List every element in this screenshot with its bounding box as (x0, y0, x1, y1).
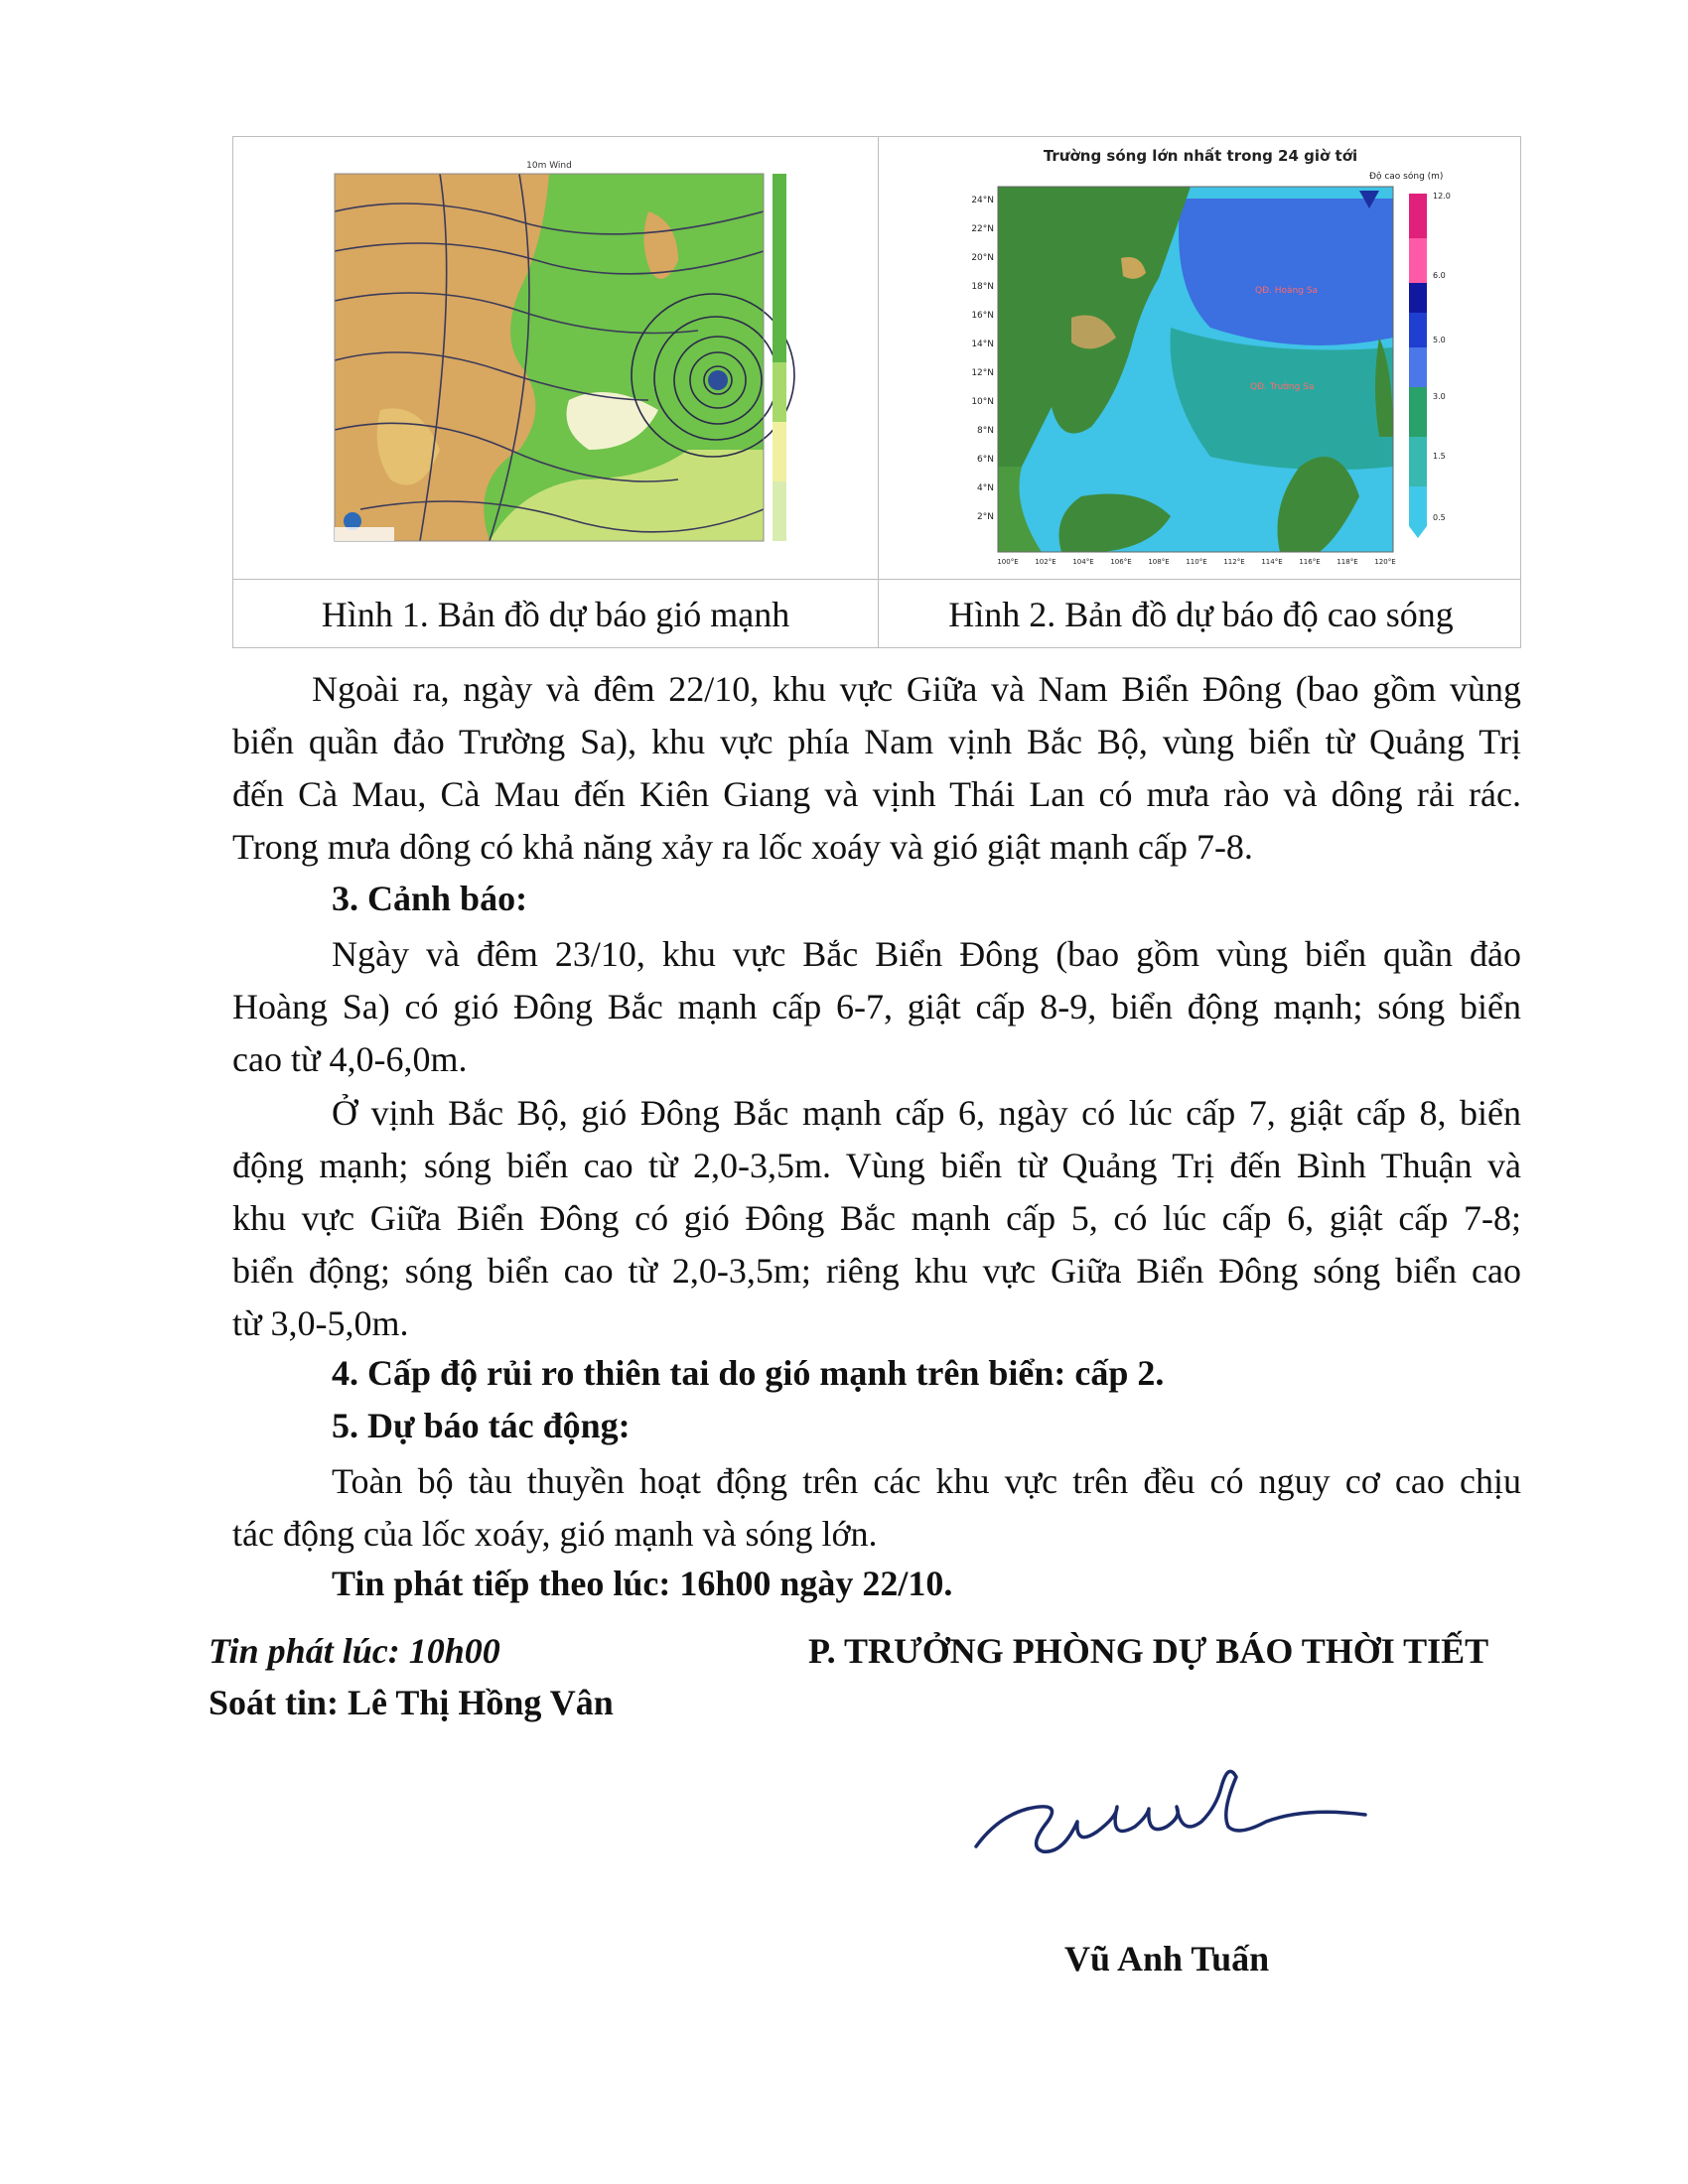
text-line: Ngoài ra, ngày và đêm 22/10, khu vực Giữa và Nam Biển Đông (bao gồm vùng (312, 669, 1521, 709)
svg-text:QĐ. Hoàng Sa: QĐ. Hoàng Sa (1255, 286, 1319, 296)
svg-text:QĐ. Trường Sa: QĐ. Trường Sa (1250, 382, 1315, 392)
paragraph-additional-info (232, 663, 1521, 874)
section3-paragraph1 (232, 928, 1521, 1086)
svg-text:114°E: 114°E (1261, 558, 1283, 566)
figure2-caption: Hình 2. Bản đồ dự báo độ cao sóng (948, 595, 1454, 634)
svg-text:112°E: 112°E (1223, 558, 1245, 566)
svg-text:Trường sóng lớn nhất trong 24: Trường sóng lớn nhất trong 24 giờ tới (1043, 147, 1358, 165)
svg-text:8°N: 8°N (977, 426, 994, 436)
svg-text:102°E: 102°E (1035, 558, 1056, 566)
text-line: Hoàng Sa) có gió Đông Bắc mạnh cấp 6-7, giật cấp 8-9, biển động mạnh; sóng biển (232, 987, 1521, 1026)
svg-text:18°N: 18°N (971, 282, 994, 292)
reviewer-name: Soát tin: Lê Thị Hồng Vân (209, 1683, 614, 1722)
svg-text:100°E: 100°E (997, 558, 1019, 566)
table-divider-horizontal (233, 579, 1520, 580)
text-line: Ở vịnh Bắc Bộ, gió Đông Bắc mạnh cấp 6, ngày có lúc cấp 7, giật cấp 8, biển (332, 1093, 1521, 1133)
svg-text:6.0: 6.0 (1433, 271, 1446, 280)
text-line: biển quần đảo Trường Sa), khu vực phía Nam vịnh Bắc Bộ, vùng biển từ Quảng Trị (232, 722, 1521, 761)
svg-text:10m Wind: 10m Wind (526, 161, 572, 171)
svg-text:14°N: 14°N (971, 340, 994, 349)
signer-name: Vũ Anh Tuấn (1064, 1939, 1270, 1979)
text-line: Trong mưa dông có khả năng xảy ra lốc xoáy và gió giật mạnh cấp 7-8. (232, 827, 1253, 867)
svg-text:106°E: 106°E (1110, 558, 1132, 566)
svg-text:5.0: 5.0 (1433, 336, 1446, 344)
section4-heading: 4. Cấp độ rủi ro thiên tai do gió mạnh trên biển: cấp 2. (332, 1353, 1165, 1393)
svg-text:120°E: 120°E (1374, 558, 1396, 566)
text-line: Ngày và đêm 23/10, khu vực Bắc Biển Đông (bao gồm vùng biển quần đảo (332, 934, 1521, 974)
svg-text:3.0: 3.0 (1433, 392, 1446, 401)
next-issue-notice: Tin phát tiếp theo lúc: 16h00 ngày 22/10. (332, 1564, 953, 1603)
svg-text:4°N: 4°N (977, 483, 994, 493)
text-line: đến Cà Mau, Cà Mau đến Kiên Giang và vịnh Thái Lan có mưa rào và dông rải rác. (232, 774, 1521, 814)
section5-heading: 5. Dự báo tác động: (332, 1406, 631, 1445)
text-line: động mạnh; sóng biển cao từ 2,0-3,5m. Vùng biển từ Quảng Trị đến Bình Thuận và (232, 1146, 1521, 1185)
figure-table (232, 136, 1521, 648)
table-divider-vertical (878, 137, 879, 647)
handwritten-signature (968, 1737, 1385, 1866)
svg-text:16°N: 16°N (971, 311, 994, 321)
svg-text:118°E: 118°E (1336, 558, 1358, 566)
text-line: cao từ 4,0-6,0m. (232, 1039, 468, 1079)
text-line: khu vực Giữa Biển Đông có gió Đông Bắc mạnh cấp 5, có lúc cấp 6, giật cấp 7-8; (232, 1198, 1521, 1238)
svg-text:108°E: 108°E (1148, 558, 1170, 566)
svg-text:12.0: 12.0 (1433, 192, 1451, 201)
svg-text:6°N: 6°N (977, 455, 994, 465)
svg-text:2°N: 2°N (977, 512, 994, 522)
svg-text:Độ cao sóng (m): Độ cao sóng (m) (1369, 172, 1444, 182)
figure1-caption: Hình 1. Bản đồ dự báo gió mạnh (321, 595, 790, 634)
text-line: tác động của lốc xoáy, gió mạnh và sóng lớn. (232, 1514, 878, 1554)
section5-paragraph (232, 1455, 1521, 1561)
svg-text:116°E: 116°E (1299, 558, 1321, 566)
svg-text:1.5: 1.5 (1433, 452, 1446, 461)
text-line: Toàn bộ tàu thuyền hoạt động trên các khu vực trên đều có nguy cơ cao chịu (332, 1461, 1521, 1501)
section3-paragraph2 (232, 1087, 1521, 1350)
text-line: từ 3,0-5,0m. (232, 1303, 409, 1343)
svg-text:24°N: 24°N (971, 196, 994, 205)
svg-text:10°N: 10°N (971, 397, 994, 407)
wind-forecast-map (321, 152, 797, 569)
svg-text:20°N: 20°N (971, 253, 994, 263)
text-line: biển động; sóng biển cao từ 2,0-3,5m; riêng khu vực Giữa Biển Đông sóng biển cao (232, 1251, 1521, 1291)
wave-height-map (942, 139, 1475, 573)
svg-text:0.5: 0.5 (1433, 513, 1446, 522)
signer-position: P. TRƯỞNG PHÒNG DỰ BÁO THỜI TIẾT (808, 1631, 1489, 1671)
svg-text:12°N: 12°N (971, 368, 994, 378)
svg-text:22°N: 22°N (971, 224, 994, 234)
svg-text:104°E: 104°E (1072, 558, 1094, 566)
svg-text:110°E: 110°E (1186, 558, 1207, 566)
issued-time: Tin phát lúc: 10h00 (209, 1631, 500, 1671)
section3-heading: 3. Cảnh báo: (332, 879, 528, 918)
